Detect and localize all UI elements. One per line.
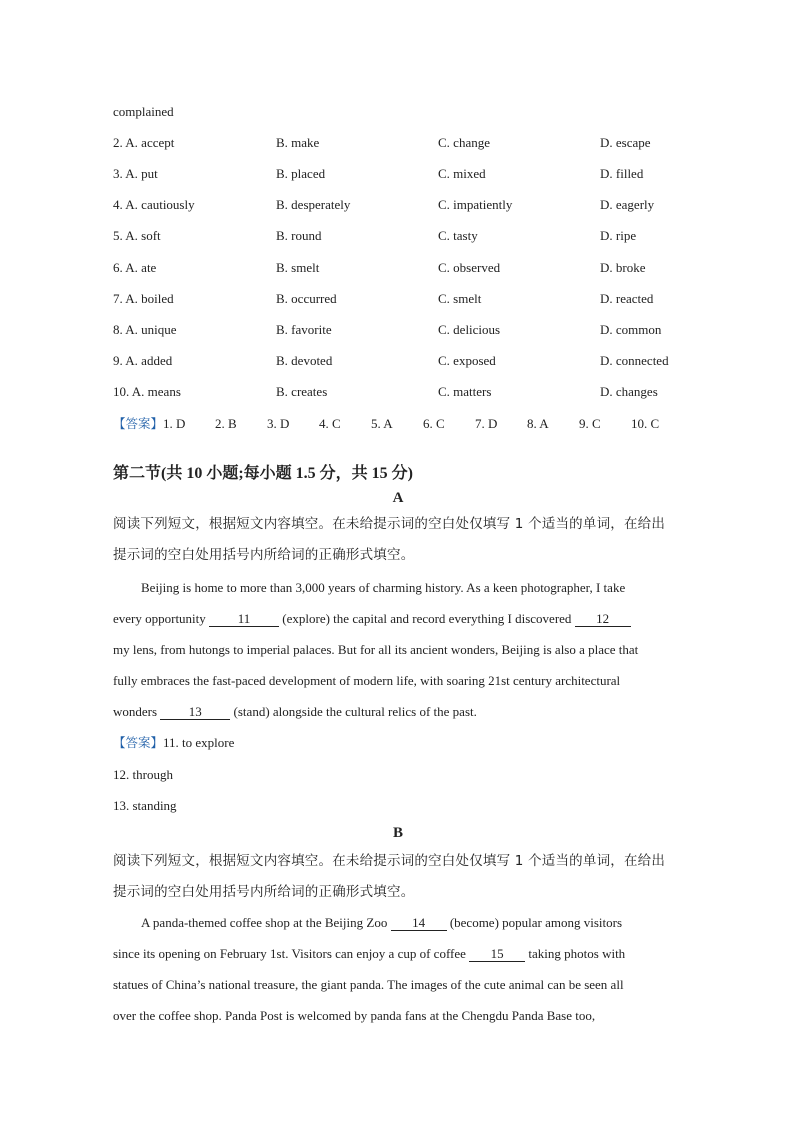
- text: A panda-themed coffee shop at the Beijing Zoo: [141, 915, 391, 930]
- blank-11: 11: [209, 611, 279, 627]
- blank-15: 15: [469, 946, 525, 962]
- answer-item: 1. D: [163, 416, 186, 431]
- text: (stand) alongside the cultural relics of the past.: [230, 704, 477, 719]
- answer-row-11: [113, 734, 234, 752]
- text: wonders: [113, 704, 161, 719]
- option-b: B. round: [276, 228, 322, 243]
- answer-13: 13. standing: [113, 798, 177, 813]
- answer-label: 【答案】: [113, 735, 164, 750]
- option-b: B. occurred: [276, 291, 337, 306]
- option-d: D. escape: [600, 135, 651, 150]
- option-d: D. filled: [600, 166, 644, 181]
- option-d: D. common: [600, 322, 662, 337]
- answer-item: 2. B: [215, 416, 237, 431]
- option-d: D. connected: [600, 353, 669, 368]
- option-a: 7. A. boiled: [113, 291, 174, 306]
- part-a-para-line1: Beijing is home to more than 3,000 years of charming history. As a keen photographer, I take: [141, 580, 626, 595]
- option-a: 8. A. unique: [113, 322, 177, 337]
- option-b: B. desperately: [276, 197, 351, 212]
- option-b: B. make: [276, 135, 320, 150]
- part-b-instruction-line2: 提示词的空白处用括号内所给词的正确形式填空。: [113, 884, 415, 900]
- part-a-instruction-line1: 阅读下列短文，根据短文内容填空。在未给提示词的空白处仅填写 1 个适当的单词，在给出: [113, 516, 666, 532]
- option-b: B. devoted: [276, 353, 333, 368]
- answer-item: 10. C: [631, 416, 660, 431]
- option-c: C. mixed: [438, 166, 486, 181]
- option-a: 2. A. accept: [113, 135, 175, 150]
- option-d: D. broke: [600, 260, 646, 275]
- answer-11: 11. to explore: [163, 735, 235, 750]
- part-a-instruction-line2: 提示词的空白处用括号内所给词的正确形式填空。: [113, 547, 415, 563]
- option-d: D. ripe: [600, 228, 637, 243]
- option-b: B. favorite: [276, 322, 332, 337]
- option-b: B. smelt: [276, 260, 320, 275]
- top-fragment: complained: [113, 104, 174, 119]
- option-a: 3. A. put: [113, 166, 158, 181]
- part-b-instruction-line1: 阅读下列短文，根据短文内容填空。在未给提示词的空白处仅填写 1 个适当的单词，在给出: [113, 853, 666, 869]
- text: every opportunity: [113, 611, 210, 626]
- answer-item: 5. A: [371, 416, 393, 431]
- text: taking photos with: [525, 946, 626, 961]
- part-a-para-line4: fully embraces the fast-paced development of modern life, with soaring 21st century architectural: [113, 673, 621, 688]
- option-a: 10. A. means: [113, 384, 181, 399]
- part-b-para-line3: statues of China’s national treasure, the giant panda. The images of the cute animal can be seen all: [113, 977, 624, 992]
- option-c: C. delicious: [438, 322, 501, 337]
- blank-14: 14: [391, 915, 447, 931]
- part-a-para-line3: my lens, from hutongs to imperial palaces. But for all its ancient wonders, Beijing is also a place that: [113, 642, 639, 657]
- part-a-heading: A: [392, 490, 404, 506]
- text: (become) popular among visitors: [446, 915, 623, 930]
- part-a-para-line5: [113, 703, 477, 721]
- answer-item: 3. D: [267, 416, 290, 431]
- option-c: C. tasty: [438, 228, 478, 243]
- answer-item: 4. C: [319, 416, 341, 431]
- part-b-heading: B: [392, 825, 403, 841]
- part-b-para-line1: [141, 914, 622, 932]
- answer-item: 9. C: [579, 416, 601, 431]
- option-a: 5. A. soft: [113, 228, 161, 243]
- blank-13: 13: [160, 704, 230, 720]
- option-a: 4. A. cautiously: [113, 197, 195, 212]
- text: (explore) the capital and record everything I discovered: [279, 611, 575, 626]
- option-c: C. smelt: [438, 291, 482, 306]
- option-a: 9. A. added: [113, 353, 173, 368]
- option-d: D. eagerly: [600, 197, 655, 212]
- text: since its opening on February 1st. Visitors can enjoy a cup of coffee: [113, 946, 470, 961]
- option-d: D. changes: [600, 384, 658, 399]
- option-c: C. impatiently: [438, 197, 513, 212]
- answer-item: 8. A: [527, 416, 549, 431]
- answer-label: 【答案】: [113, 416, 164, 431]
- option-c: C. change: [438, 135, 490, 150]
- option-c: C. observed: [438, 260, 501, 275]
- option-d: D. reacted: [600, 291, 654, 306]
- option-c: C. matters: [438, 384, 492, 399]
- blank-12: 12: [575, 611, 631, 627]
- option-a: 6. A. ate: [113, 260, 157, 275]
- part-b-para-line4: over the coffee shop. Panda Post is welcomed by panda fans at the Chengdu Panda Base too,: [113, 1008, 596, 1023]
- answer-item: 7. D: [475, 416, 498, 431]
- answer-row-section1: [113, 415, 659, 433]
- part-b-para-line2: [113, 945, 625, 963]
- section2-title: 第二节(共 10 小题;每小题 1.5 分，共 15 分): [113, 465, 413, 482]
- option-b: B. creates: [276, 384, 328, 399]
- part-a-para-line2: [113, 610, 631, 628]
- answer-item: 6. C: [423, 416, 445, 431]
- option-b: B. placed: [276, 166, 326, 181]
- answer-12: 12. through: [113, 767, 173, 782]
- option-c: C. exposed: [438, 353, 496, 368]
